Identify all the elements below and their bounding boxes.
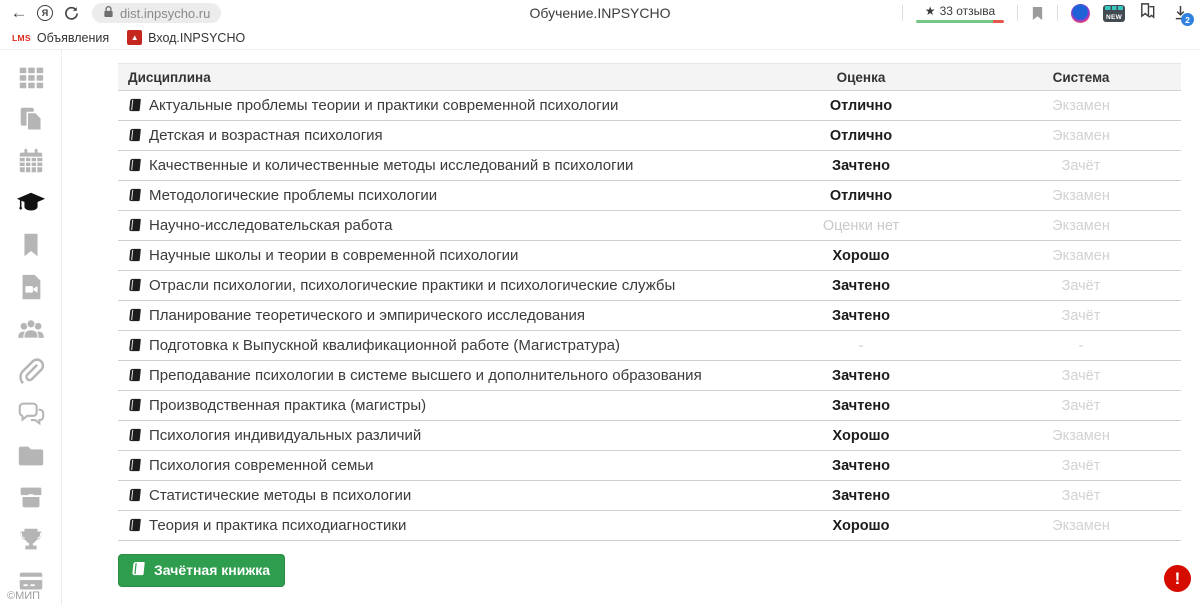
system-cell: Зачёт [981,361,1181,391]
trophy-icon[interactable] [16,524,46,554]
grades-table-body [118,91,1181,541]
discipline-cell[interactable] [118,181,741,211]
discipline-name: Научные школы и теории в современной психологии [149,247,519,264]
grade-cell: Зачтено [741,271,981,301]
table-row [118,421,1181,451]
yandex-letter: Я [37,5,53,21]
grade-cell: Зачтено [741,451,981,481]
new-badge-label: NEW [1105,13,1123,21]
system-cell: Зачёт [981,271,1181,301]
discipline-name: Отрасли психологии, психологические практики и психологические службы [149,277,676,294]
bookmarks-bar [0,26,1200,50]
book-icon [128,98,142,112]
table-row [118,451,1181,481]
system-cell: Зачёт [981,451,1181,481]
refresh-button[interactable] [58,2,84,24]
toolbar-right [902,1,1194,25]
column-header-system: Система [981,64,1181,91]
column-header-grade: Оценка [741,64,981,91]
book-icon [128,158,142,172]
system-cell: Зачёт [981,301,1181,331]
paperclip-icon[interactable] [16,356,46,386]
gradebook-button[interactable] [118,554,285,587]
yandex-browser-icon[interactable] [32,2,58,24]
discipline-name: Методологические проблемы психологии [149,187,438,204]
gradebook-button-label: Зачётная книжка [154,562,271,578]
grade-cell: - [741,331,981,361]
book-icon [128,398,142,412]
grade-cell: Зачтено [741,481,981,511]
book-icon [128,128,142,142]
url-text: dist.inpsycho.ru [120,5,211,21]
grades-table [118,63,1181,541]
discipline-cell[interactable] [118,271,741,301]
discipline-name: Актуальные проблемы теории и практики современной психологии [149,97,619,114]
system-cell: Экзамен [981,121,1181,151]
star-icon: ★ [924,3,936,18]
grade-cell: Отлично [741,121,981,151]
graduation-cap-icon[interactable] [16,188,46,218]
discipline-name: Статистические методы в психологии [149,487,412,504]
bookmark-announcements[interactable] [8,29,113,47]
book-icon [128,218,142,232]
copyright-label: ©МИП [7,590,41,602]
calendar-icon[interactable] [16,146,46,176]
system-cell: Зачёт [981,481,1181,511]
documents-icon[interactable] [16,104,46,134]
grade-cell: Зачтено [741,301,981,331]
sidebar-nav [0,50,62,605]
grade-cell: Зачтено [741,391,981,421]
back-button[interactable]: ← [10,3,28,22]
system-cell: Экзамен [981,91,1181,121]
users-icon[interactable] [16,314,46,344]
book-icon [128,308,142,322]
discipline-cell[interactable] [118,301,741,331]
divider [902,5,903,21]
book-icon [128,518,142,532]
table-row [118,241,1181,271]
system-cell: Экзамен [981,181,1181,211]
grade-cell: Отлично [741,91,981,121]
lms-favicon: LMS [12,32,31,43]
book-icon [128,248,142,262]
discipline-name: Планирование теоретического и эмпирического исследования [149,307,586,324]
table-row [118,151,1181,181]
collections-icon[interactable] [1138,1,1157,25]
discipline-name: Научно-исследовательская работа [149,217,393,234]
column-header-discipline: Дисциплина [118,64,741,91]
book-icon [128,458,142,472]
book-icon [128,188,142,202]
new-feature-icon[interactable] [1103,5,1125,22]
table-row [118,361,1181,391]
table-row [118,211,1181,241]
table-row [118,331,1181,361]
system-cell: Зачёт [981,151,1181,181]
grade-cell: Хорошо [741,511,981,541]
mip-favicon: ▲ [127,30,142,45]
discipline-name: Психология современной семьи [149,457,374,474]
system-cell: Экзамен [981,241,1181,271]
discipline-cell[interactable] [118,331,741,361]
bookmark-icon[interactable] [16,230,46,260]
discipline-cell[interactable] [118,241,741,271]
system-cell: Экзамен [981,211,1181,241]
table-row [118,391,1181,421]
video-file-icon[interactable] [16,272,46,302]
divider [1017,5,1018,21]
table-row [118,511,1181,541]
table-row [118,271,1181,301]
system-cell: Экзамен [981,511,1181,541]
discipline-name: Производственная практика (магистры) [149,397,427,414]
content-area [0,50,1200,605]
site-reviews[interactable] [916,4,1004,23]
table-row [118,181,1181,211]
discipline-cell[interactable] [118,361,741,391]
table-row [118,481,1181,511]
discipline-cell[interactable] [118,121,741,151]
folder-icon[interactable] [16,440,46,470]
grade-cell: Зачтено [741,361,981,391]
extension-orb-icon[interactable] [1071,4,1090,23]
bookmark-login-inpsycho[interactable] [123,28,249,47]
address-bar[interactable] [92,3,221,23]
discipline-cell[interactable] [118,151,741,181]
archive-box-icon[interactable] [16,482,46,512]
lock-icon [103,5,114,21]
grade-cell: Хорошо [741,421,981,451]
system-cell: - [981,331,1181,361]
system-cell: Зачёт [981,391,1181,421]
bookmark-label: Объявления [36,30,110,45]
discipline-name: Подготовка к Выпускной квалификационной работе (Магистратура) [149,337,621,354]
discipline-cell[interactable] [118,211,741,241]
discipline-cell[interactable] [118,451,741,481]
discipline-cell[interactable] [118,421,741,451]
grade-cell: Хорошо [741,241,981,271]
alert-notification-icon[interactable]: ! [1164,565,1191,592]
table-row [118,121,1181,151]
discipline-cell[interactable] [118,511,741,541]
chat-icon[interactable] [16,398,46,428]
book-icon [128,338,142,352]
apps-grid-icon[interactable] [16,62,46,92]
discipline-cell[interactable] [118,481,741,511]
table-header-row [118,64,1181,91]
discipline-name: Психология индивидуальных различий [149,427,422,444]
discipline-name: Качественные и количественные методы исследований в психологии [149,157,634,174]
page-title: Обучение.INPSYCHO [529,5,671,21]
table-row [118,301,1181,331]
system-cell: Экзамен [981,421,1181,451]
book-icon [131,561,146,579]
book-icon [128,368,142,382]
reviews-count: 33 отзыва [939,3,996,18]
book-icon [128,278,142,292]
grades-page [62,50,1200,605]
book-icon [128,428,142,442]
grade-cell: Оценки нет [741,211,981,241]
discipline-name: Теория и практика психодиагностики [149,517,407,534]
discipline-name: Преподавание психологии в системе высшего и дополнительного образования [149,367,702,384]
book-icon [128,488,142,502]
discipline-cell[interactable] [118,91,741,121]
downloads-icon[interactable] [1170,3,1190,23]
bookmark-label: Вход.INPSYCHO [148,30,246,45]
grade-cell: Отлично [741,181,981,211]
discipline-name: Детская и возрастная психология [149,127,383,144]
discipline-cell[interactable] [118,391,741,421]
download-count-badge: 2 [1181,13,1194,26]
browser-toolbar [0,0,1200,26]
divider [1057,5,1058,21]
table-row [118,91,1181,121]
rating-bar [916,20,1004,23]
grade-cell: Зачтено [741,151,981,181]
bookmark-page-icon[interactable] [1031,6,1044,21]
